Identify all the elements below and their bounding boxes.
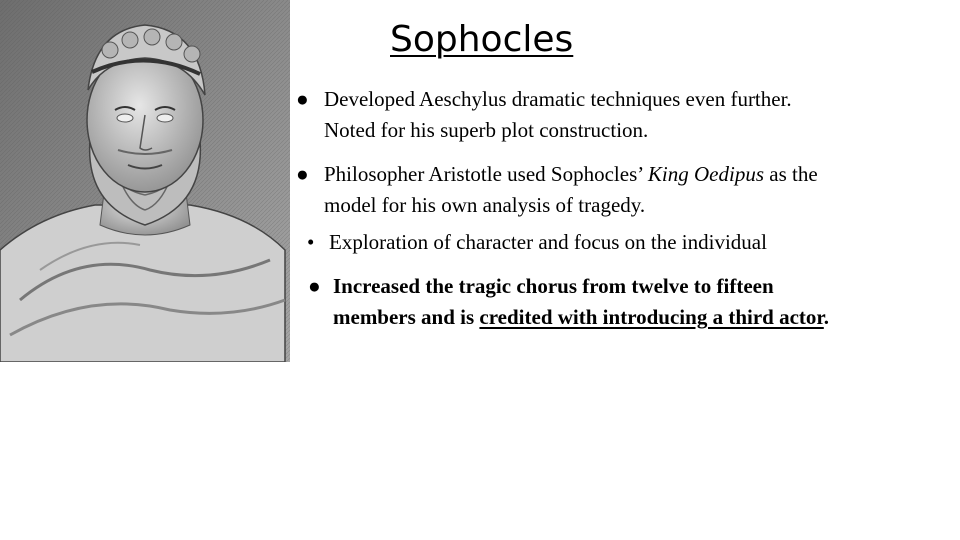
bullet-marker-icon: ● <box>308 274 321 298</box>
bullet-text-line: Developed Aeschylus dramatic techniques even further. <box>324 87 792 111</box>
bullet-text-line <box>324 159 936 190</box>
sophocles-bust-icon <box>0 0 290 362</box>
bullet-text: Philosopher Aristotle used Sophocles’ <box>324 162 648 186</box>
work-title: King Oedipus <box>647 162 765 186</box>
bullet-marker-icon: ● <box>296 87 309 111</box>
bullet-item <box>307 227 947 258</box>
bullet-text: as the <box>764 162 818 186</box>
bullet-text: members and is <box>333 305 480 329</box>
bullet-text-line: Exploration of character and focus on the individual <box>329 230 767 254</box>
bullet-text-line: Noted for his superb plot construction. <box>324 118 649 142</box>
bullet-text-line <box>333 302 948 333</box>
bullet-text-line: Increased the tragic chorus from twelve to fifteen <box>333 274 774 298</box>
bullet-text: . <box>823 305 830 329</box>
slide-title: Sophocles <box>390 19 574 60</box>
bullet-item <box>308 271 948 333</box>
bullet-item <box>296 84 936 146</box>
bullet-text-line: model for his own analysis of tragedy. <box>324 193 646 217</box>
bullet-item <box>296 159 936 221</box>
bullet-marker-icon: • <box>307 230 315 254</box>
highlighted-text: credited with introducing a third actor <box>479 305 824 329</box>
bullet-marker-icon: ● <box>296 162 309 186</box>
sophocles-portrait <box>0 0 290 362</box>
